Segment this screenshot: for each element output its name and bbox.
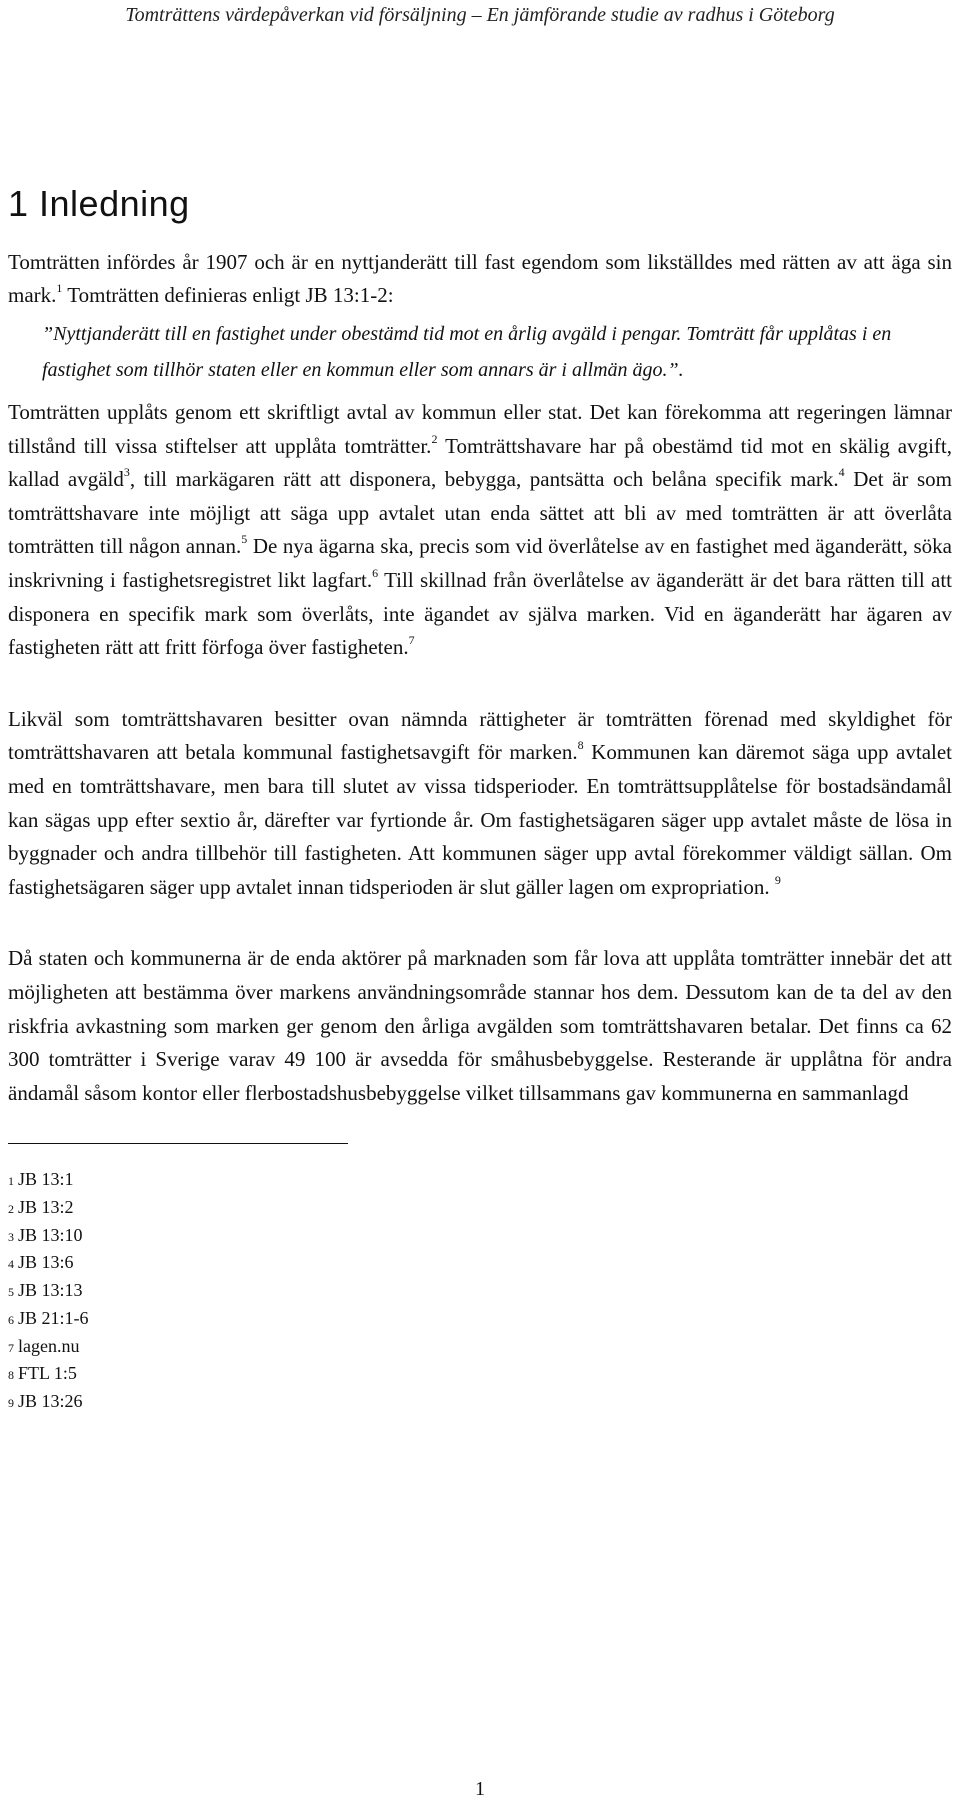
footnote-item	[8, 1222, 952, 1250]
footnote-ref-8[interactable]: 8	[577, 738, 584, 753]
footnote-list	[8, 1166, 952, 1415]
footnote-item	[8, 1305, 952, 1333]
footnote-item	[8, 1388, 952, 1416]
footnote-number: 5	[8, 1285, 14, 1300]
footnote-item	[8, 1249, 952, 1277]
footnote-number: 4	[8, 1257, 14, 1272]
footnote-text: JB 13:2	[18, 1196, 74, 1217]
footnote-text: JB 13:10	[18, 1224, 83, 1245]
footnote-ref-3[interactable]: 3	[123, 465, 130, 480]
footnote-text: JB 13:1	[18, 1169, 74, 1190]
footnote-ref-6[interactable]: 6	[372, 565, 379, 580]
footnote-number: 6	[8, 1312, 14, 1327]
footnote-text: FTL 1:5	[18, 1363, 77, 1384]
footnote-ref-9[interactable]: 9	[774, 872, 781, 887]
footnote-text: lagen.nu	[18, 1335, 80, 1356]
footnote-item	[8, 1360, 952, 1388]
paragraph-main-s1: Tomträtten upplåts genom ett skriftligt avtal av kommun eller stat. Det kan förekomma att regeringen lämnar tillstånd till vissa stiftelser att upplåta tomträtter.	[8, 400, 952, 458]
footnote-number: 3	[8, 1229, 14, 1244]
paragraph-main-s3: , till markägaren rätt att disponera, bebygga, pantsätta och belåna specifik mark.	[129, 467, 839, 492]
block-quote: ”Nyttjanderätt till en fastighet under obestämd tid mot en årlig avgäld i pengar. Tomträtt får upplåtas i en fastighet som tillhör staten eller en kommun eller som annars är i allmän ägo.”.	[42, 323, 892, 381]
footnote-ref-5[interactable]: 5	[241, 532, 248, 547]
paragraph-main-s6: Till skillnad från överlåtelse av äganderätt är det bara rätten till att disponera en specifik mark som överlåts, inte ägandet av själva marken. Vid en äganderätt har ägaren av fastigheten rätt att fritt förfoga över fastigheten.	[8, 567, 952, 660]
footnote-text: JB 13:6	[18, 1252, 74, 1273]
intro-text-a: Tomträtten infördes år 1907 och är en nyttjanderätt till fast egendom som likställdes med rätten av att äga sin mark.	[8, 250, 952, 307]
footnote-text: JB 21:1-6	[18, 1307, 89, 1328]
paragraph-obligations	[8, 703, 952, 905]
paragraph-market: Då staten och kommunerna är de enda aktörer på marknaden som får lova att upplåta tomträtter innebär det att möjligheten att bestämma över markens användningsområde stannar hos dem. Dessutom kan de ta del av den riskfria avkastning som marken ger genom den årliga avgälden som tomträttshavaren betalar. Det finns ca 62 300 tomträtter i Sverige varav 49 100 är avsedda för småhusbebyggelse. Resterande är upplåtna för andra ändamål såsom kontor eller flerbostadshusbebyggelse vilket tillsammans gav kommunerna en sammanlagd	[8, 946, 952, 1105]
footnote-separator	[8, 1143, 348, 1144]
page-number: 1	[475, 1778, 485, 1800]
footnote-item	[8, 1194, 952, 1222]
page-body	[8, 180, 952, 1416]
paragraph-obligations-s2: Kommunen kan däremot säga upp avtalet med en tomträttshavare, men bara till slutet av vissa tidsperioder. En tomträttsupplåtelse för bostadsändamål kan sägas upp efter sextio år, därefter var fyrtionde år. Om fastighetsägaren säger upp avtalet måste de lösa in byggnader och andra tillbehör till fastigheten. Att kommunen säger upp avtal förekommer väldigt sällan. Om fastighetsägaren säger upp avtalet innan tidsperioden är slut gäller lagen om expropriation.	[8, 740, 953, 899]
running-header: Tomträttens värdepåverkan vid försäljning – En jämförande studie av radhus i Göteborg	[125, 4, 835, 26]
footnote-ref-2[interactable]: 2	[431, 431, 438, 446]
footnote-number: 1	[8, 1174, 14, 1189]
intro-text-b: Tomträtten definieras enligt JB 13:1-2:	[62, 283, 394, 307]
paragraph-main-s2: Tomträttshavare har på obestämd tid mot en skälig avgift, kallad avgäld	[8, 433, 952, 492]
footnote-number: 7	[8, 1340, 14, 1355]
paragraph-main	[8, 396, 952, 665]
footnote-item	[8, 1166, 952, 1194]
paragraph-obligations-s1: Likväl som tomträttshavaren besitter ovan nämnda rättigheter är tomträtten förenad med skyldighet för tomträttshavaren att betala kommunal fastighetsavgift för marken.	[8, 706, 952, 765]
footnote-number: 8	[8, 1368, 14, 1383]
intro-paragraph	[8, 246, 952, 312]
footnote-text: JB 13:13	[18, 1280, 83, 1301]
footnote-text: JB 13:26	[18, 1390, 83, 1411]
paragraph-main-s5: De nya ägarna ska, precis som vid överlåtelse av en fastighet med äganderätt, söka inskrivning i fastighetsregistret likt lagfart.	[8, 534, 952, 592]
footnote-item	[8, 1277, 952, 1305]
footnote-item	[8, 1333, 952, 1361]
footnote-ref-7[interactable]: 7	[408, 633, 415, 648]
footnote-ref-4[interactable]: 4	[838, 465, 845, 480]
paragraph-main-s4: Det är som tomträttshavare inte möjligt att säga upp avtalet utan enda sättet att bli av med tomträtten är att överlåta tomträtten till någon annan.	[8, 467, 952, 559]
section-heading: 1 Inledning	[8, 183, 190, 224]
footnote-ref-1[interactable]: 1	[56, 281, 63, 295]
footnote-number: 9	[8, 1395, 14, 1410]
footnote-number: 2	[8, 1201, 14, 1216]
